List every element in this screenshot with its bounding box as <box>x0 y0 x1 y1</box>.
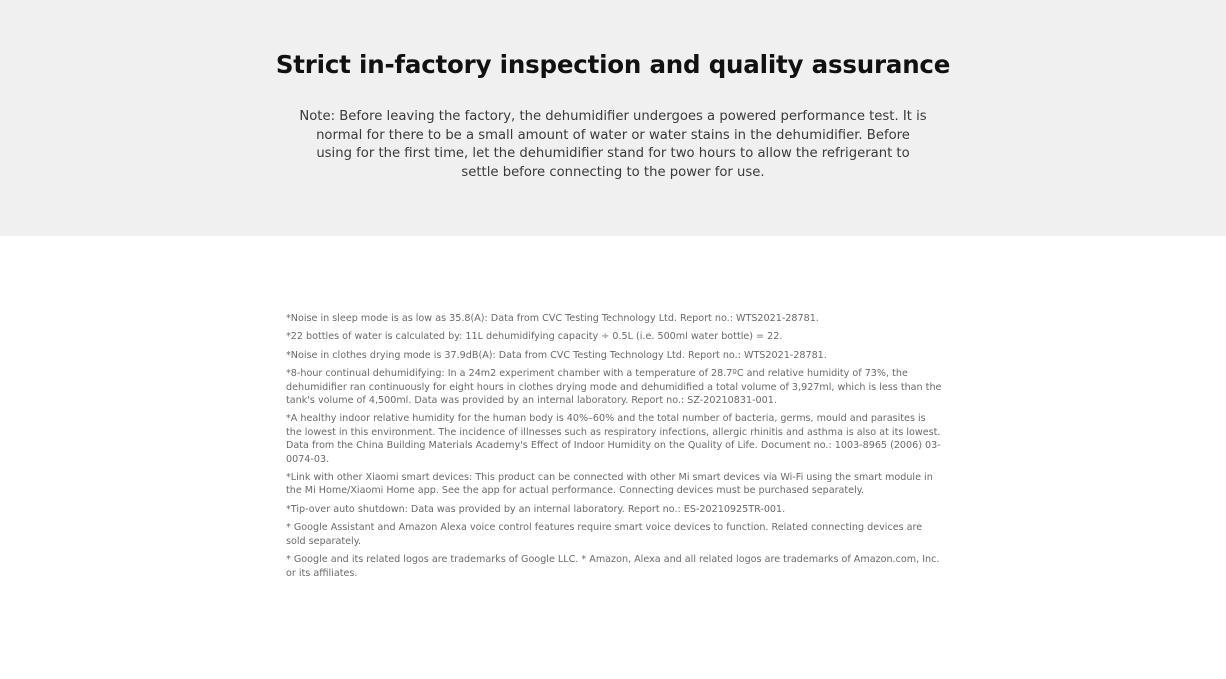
footnote-water-bottles: *22 bottles of water is calculated by: 11L dehumidifying capacity ÷ 0.5L (i.e. 500ml water bottle) = 22. <box>286 331 783 343</box>
factory-test-note: Note: Before leaving the factory, the dehumidifier undergoes a powered performance test. It is normal for there to be a small amount of water or water stains in the dehumidifier. Before using for the first time, let the dehumidifier stand for two hours to allow the refrigerant to settle before connecting to the power for use. <box>299 109 927 181</box>
footnote-trademarks: * Google and its related logos are trademarks of Google LLC. * Amazon, Alexa and all related logos are trademarks of Amazon.com, Inc. or its affiliates. <box>286 554 940 579</box>
quality-assurance-banner <box>0 0 1226 236</box>
section-title: Strict in-factory inspection and quality assurance <box>275 50 951 79</box>
footnote-healthy-humidity: *A healthy indoor relative humidity for the human body is 40%–60% and the total number of bacteria, germs, mould and parasites is the lowest in this environment. The incidence of illnesses such as respiratory infections, allergic rhinitis and asthma is also at its lowest. Data from the China Building Materials Academy's Effect of Indoor Humidity on the Quality of Life. Document no.: 1003-8965 (2006) 03-0074-03. <box>286 413 941 465</box>
footnote-sleep-noise: *Noise in sleep mode is as low as 35.8(A): Data from CVC Testing Technology Ltd. Report no.: WTS2021-28781. <box>286 313 819 324</box>
footnote-voice-control: * Google Assistant and Amazon Alexa voice control features require smart voice devices to function. Related connecting devices are sold separately. <box>286 522 923 547</box>
footnotes-list <box>286 312 942 585</box>
footnote-drying-noise: *Noise in clothes drying mode is 37.9dB(A): Data from CVC Testing Technology Ltd. Report no.: WTS2021-28781. <box>286 349 827 361</box>
footnote-continual-dehumidifying: *8-hour continual dehumidifying: In a 24m2 experiment chamber with a temperature of 28.7ºC and relative humidity of 73%, the dehumidifier ran continuously for eight hours in clothes drying mode and dehumidified a total volume of 3,927ml, which is less than the tank's volume of 4,500ml. Data was provided by an internal laboratory. Report no.: SZ-20210831-001. <box>286 368 942 407</box>
footnote-smart-devices: *Link with other Xiaomi smart devices: This product can be connected with other Mi smart devices via Wi-Fi using the smart module in the Mi Home/Xiaomi Home app. See the app for actual performance. Connecting devices must be purchased separately. <box>286 472 933 497</box>
footnote-tip-over-shutdown: *Tip-over auto shutdown: Data was provided by an internal laboratory. Report no.: ES-20210925TR-001. <box>286 503 786 515</box>
